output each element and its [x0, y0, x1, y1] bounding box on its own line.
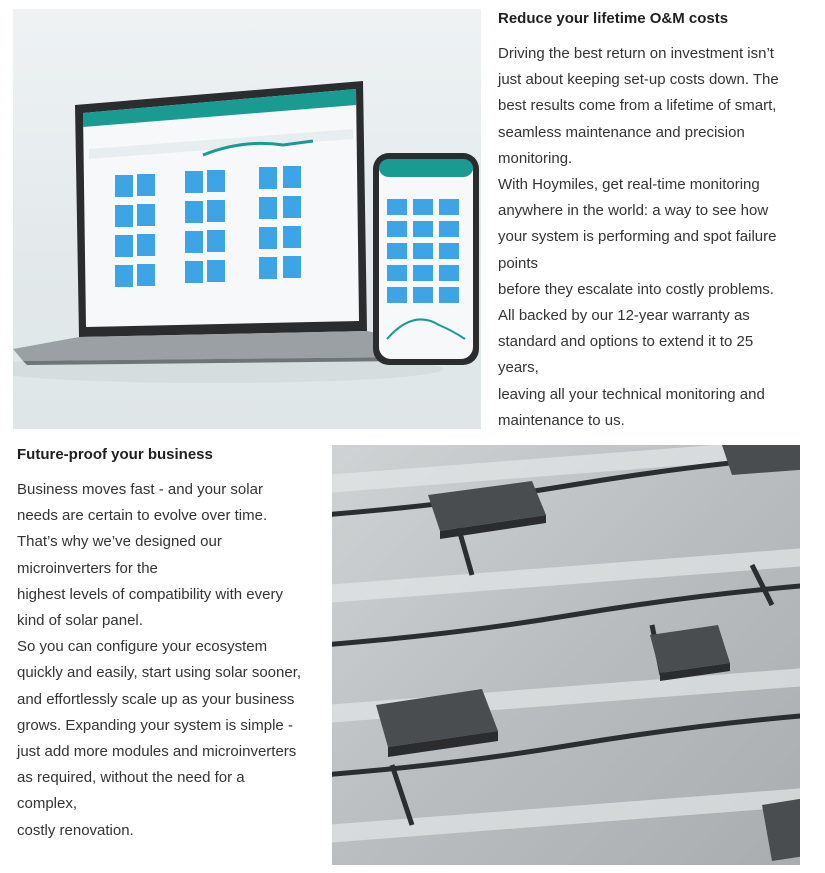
body-line: and effortlessly scale up as your business: [17, 690, 295, 708]
body-line: just add more modules and microinverters: [17, 743, 297, 761]
inverter-unit: [376, 689, 498, 757]
body-line: as required, without the need for a: [17, 769, 245, 787]
body-line: complex,: [17, 795, 78, 813]
body-line: Business moves fast - and your solar: [17, 481, 263, 498]
body-line: grows. Expanding your system is simple -: [17, 716, 293, 734]
body-line: seamless maintenance and precision: [498, 123, 745, 141]
section-title: Reduce your lifetime O&M costs: [498, 10, 729, 27]
body-line: before they escalate into costly problems.: [498, 280, 774, 298]
microinverters-illustration: [332, 445, 800, 865]
monitoring-illustration: [13, 9, 481, 429]
body-line: years,: [498, 359, 539, 377]
section-future-proof: [17, 446, 327, 844]
body-line: Driving the best return on investment isn’t: [498, 45, 774, 62]
body-line: standard and options to extend it to 25: [498, 333, 754, 351]
body-line: quickly and easily, start using solar sooner,: [17, 664, 302, 682]
body-line: highest levels of compatibility with every: [17, 585, 283, 603]
body-line: just about keeping set-up costs down. The: [498, 71, 779, 89]
body-line: maintenance to us.: [498, 411, 625, 429]
body-line: monitoring.: [498, 149, 573, 167]
body-line: So you can configure your ecosystem: [17, 638, 268, 656]
body-line: microinverters for the: [17, 559, 158, 577]
laptop-phone-monitoring-image: [13, 9, 481, 429]
body-line: your system is performing and spot failure: [498, 228, 777, 246]
inverter-unit: [762, 797, 800, 861]
microinverters-image: [332, 445, 800, 865]
body-line: All backed by our 12-year warranty as: [498, 307, 750, 325]
section-body: [17, 477, 327, 844]
inverter-unit: [428, 481, 546, 539]
body-line: points: [498, 254, 539, 272]
body-line: kind of solar panel.: [17, 612, 143, 630]
body-line: With Hoymiles, get real-time monitoring: [498, 176, 760, 194]
body-line: costly renovation.: [17, 821, 134, 839]
body-line: best results come from a lifetime of smart,: [498, 97, 777, 115]
inverter-unit: [722, 445, 800, 475]
body-line: leaving all your technical monitoring and: [498, 385, 765, 403]
body-line: That’s why we’ve designed our: [17, 533, 222, 551]
inverter-unit: [650, 625, 730, 681]
section-title: Future-proof your business: [17, 446, 213, 463]
section-body: [498, 41, 818, 434]
body-line: needs are certain to evolve over time.: [17, 507, 268, 525]
section-reduce-costs: [498, 10, 818, 434]
body-line: anywhere in the world: a way to see how: [498, 202, 769, 220]
